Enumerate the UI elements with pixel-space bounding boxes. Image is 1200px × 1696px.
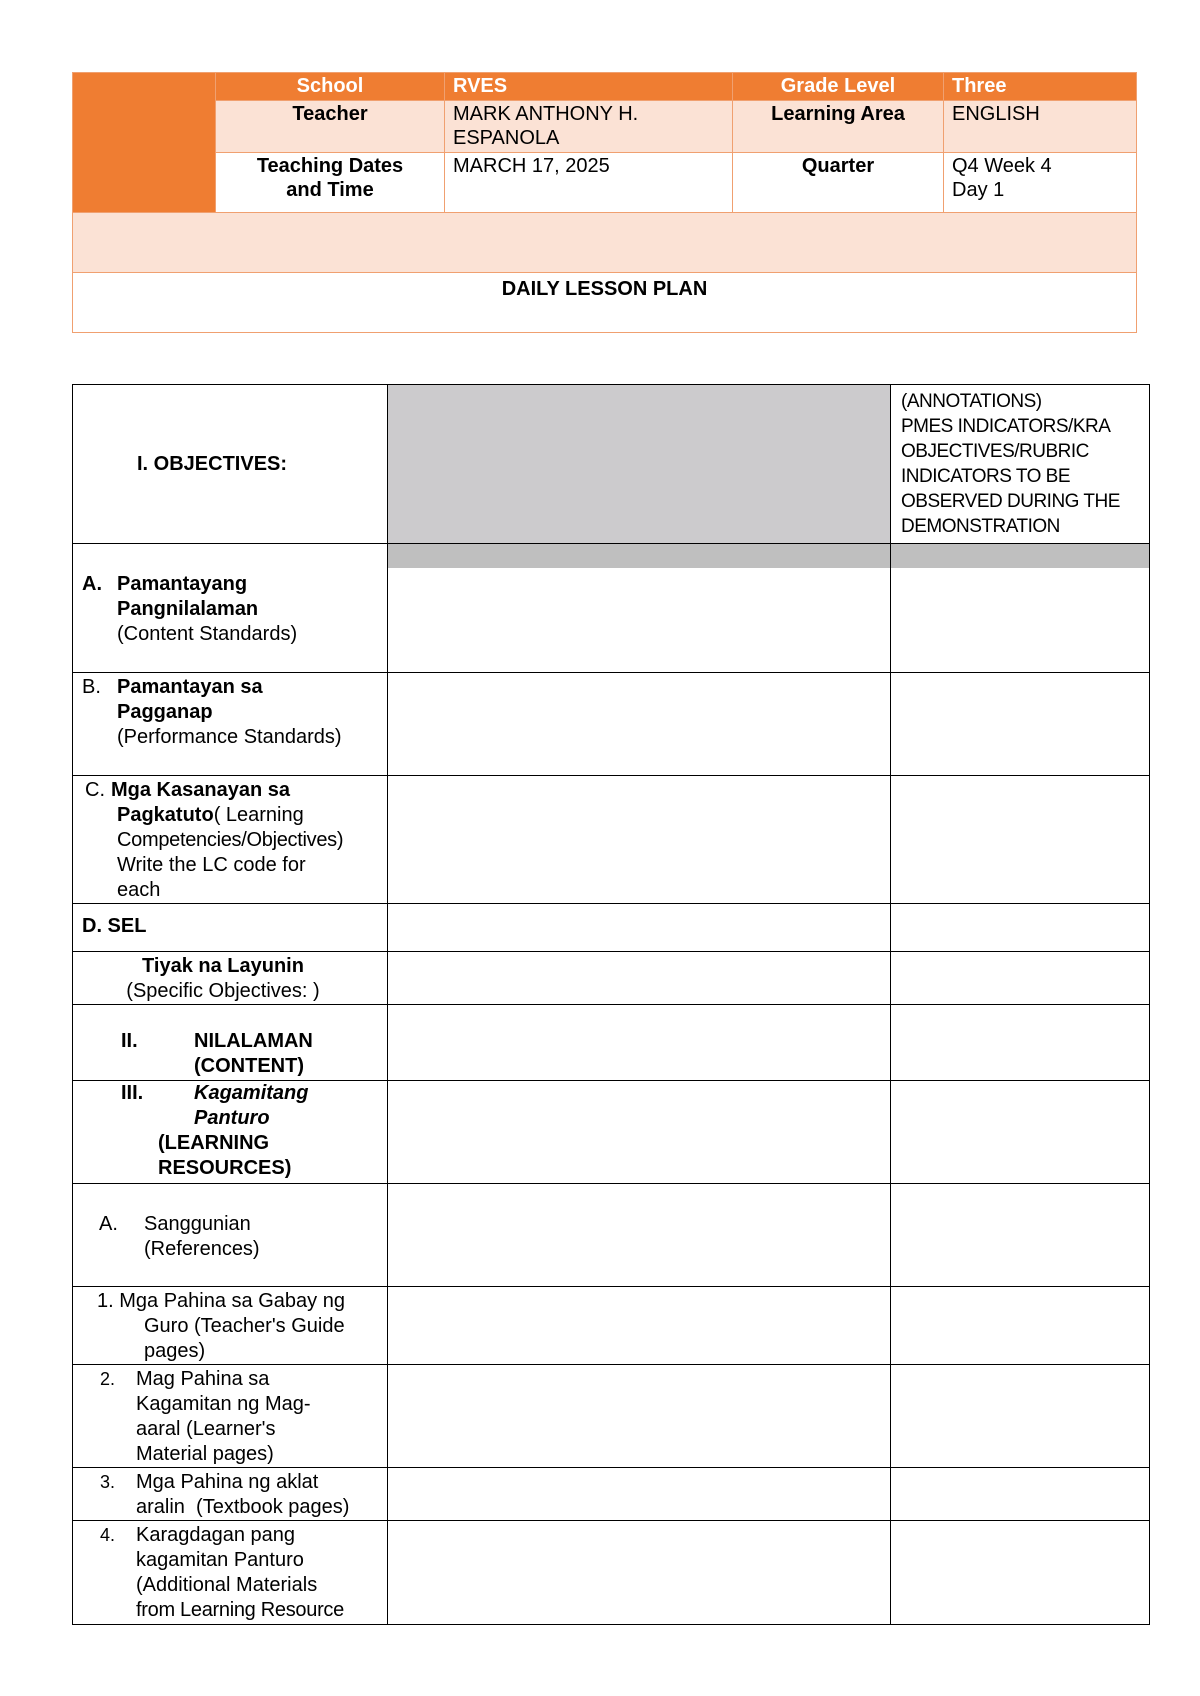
teachers-guide-line-3: pages): [144, 1340, 206, 1362]
annotation-line: OBJECTIVES/RUBRIC: [901, 441, 1089, 462]
learning-resources-heading-1: Kagamitang: [194, 1082, 309, 1104]
performance-standards-bold-2: Pagganap: [117, 701, 213, 723]
learning-competencies-input[interactable]: [388, 776, 891, 904]
learners-material-line-3: aaral (Learner's: [136, 1418, 276, 1440]
item-number-2: 2.: [100, 1369, 116, 1389]
header-blank-band: [73, 213, 1137, 273]
content-standards-label: (Content Standards): [117, 623, 298, 645]
annotation-line: OBSERVED DURING THE: [901, 491, 1120, 512]
specific-objectives-cell: [73, 952, 388, 1005]
item-number-4: 4.: [100, 1525, 116, 1545]
section-number-ii: II.: [121, 1030, 138, 1052]
additional-materials-cell: [73, 1521, 388, 1625]
learning-resources-heading-4: RESOURCES): [158, 1157, 292, 1179]
textbook-input[interactable]: [388, 1468, 891, 1521]
grade-level-value: Three: [944, 73, 1137, 101]
content-annotation[interactable]: [891, 1005, 1150, 1081]
quarter-value-line-1: Q4 Week 4: [952, 155, 1052, 177]
objectives-gray-cell: [388, 385, 891, 544]
additional-materials-line-3: (Additional Materials: [136, 1574, 318, 1596]
gray-band: [388, 544, 890, 568]
references-input[interactable]: [388, 1184, 891, 1287]
school-label: School: [216, 73, 445, 101]
content-standards-bold-2: Pangnilalaman: [117, 598, 259, 620]
teaching-dates-label: [216, 153, 445, 213]
sel-annotation[interactable]: [891, 904, 1150, 952]
gray-band: [891, 544, 1149, 568]
content-standards-bold-1: Pamantayang: [117, 573, 248, 595]
references-label-2: (References): [144, 1238, 260, 1260]
daily-lesson-plan-title: DAILY LESSON PLAN: [73, 273, 1137, 333]
grade-level-label: Grade Level: [733, 73, 944, 101]
teachers-guide-line-1: Mga Pahina sa Gabay ng: [119, 1290, 345, 1312]
row-letter-ref: A.: [99, 1213, 118, 1235]
additional-materials-line-2: kagamitan Panturo: [136, 1549, 304, 1571]
quarter-value-line-2: Day 1: [952, 179, 1005, 201]
content-heading-1: NILALAMAN: [194, 1030, 313, 1052]
learners-material-annotation[interactable]: [891, 1365, 1150, 1468]
learning-competencies-annotation[interactable]: [891, 776, 1150, 904]
teaching-dates-value: MARCH 17, 2025: [445, 153, 733, 213]
additional-materials-line-4: from Learning Resource: [136, 1599, 344, 1621]
references-annotation[interactable]: [891, 1184, 1150, 1287]
additional-materials-annotation[interactable]: [891, 1521, 1150, 1625]
content-heading-2: (CONTENT): [194, 1055, 304, 1077]
learning-competencies-line-4: Write the LC code for: [117, 854, 306, 876]
references-label-1: Sanggunian: [144, 1213, 251, 1235]
annotation-line: DEMONSTRATION: [901, 516, 1060, 537]
teachers-guide-input[interactable]: [388, 1287, 891, 1365]
teaching-dates-label-line-1: Teaching Dates: [256, 155, 404, 177]
sel-label: D. SEL: [82, 915, 147, 937]
learners-material-line-1: Mag Pahina sa: [136, 1368, 270, 1390]
annotations-cell: [891, 385, 1150, 544]
teachers-guide-cell: [73, 1287, 388, 1365]
textbook-cell: [73, 1468, 388, 1521]
performance-standards-bold-1: Pamantayan sa: [117, 676, 263, 698]
teacher-value-line-1: MARK ANTHONY H.: [453, 103, 639, 125]
header-orange-block: [73, 73, 216, 213]
textbook-line-1: Mga Pahina ng aklat: [136, 1471, 319, 1493]
learning-resources-heading-2: Panturo: [194, 1107, 270, 1129]
content-cell: [73, 1005, 388, 1081]
learning-area-label: Learning Area: [733, 101, 944, 153]
learners-material-line-2: Kagamitan ng Mag-: [136, 1393, 311, 1415]
learning-competencies-line-5: each: [117, 879, 161, 901]
learning-competencies-cell: [73, 776, 388, 904]
row-letter-c: C.: [85, 779, 105, 801]
performance-standards-label: (Performance Standards): [117, 726, 342, 748]
teachers-guide-annotation[interactable]: [891, 1287, 1150, 1365]
additional-materials-input[interactable]: [388, 1521, 891, 1625]
quarter-label: Quarter: [733, 153, 944, 213]
content-standards-cell: [73, 544, 388, 673]
objectives-heading: I. OBJECTIVES:: [137, 452, 288, 475]
specific-objectives-annotation[interactable]: [891, 952, 1150, 1005]
row-letter-a: A.: [82, 573, 102, 595]
content-standards-annotation[interactable]: [891, 544, 1150, 673]
references-cell: [73, 1184, 388, 1287]
school-value: RVES: [445, 73, 733, 101]
textbook-line-2: aralin (Textbook pages): [136, 1496, 350, 1518]
performance-standards-input[interactable]: [388, 673, 891, 776]
quarter-value: [944, 153, 1137, 213]
learning-resources-heading-3: (LEARNING: [158, 1132, 270, 1154]
performance-standards-annotation[interactable]: [891, 673, 1150, 776]
item-number-1: 1.: [97, 1290, 114, 1312]
content-input[interactable]: [388, 1005, 891, 1081]
textbook-annotation[interactable]: [891, 1468, 1150, 1521]
learning-resources-annotation[interactable]: [891, 1081, 1150, 1184]
header-table: [72, 72, 1137, 333]
additional-materials-line-1: Karagdagan pang: [136, 1524, 296, 1546]
learning-competencies-line-3: Competencies/Objectives): [117, 829, 344, 851]
section-number-iii: III.: [121, 1082, 144, 1104]
specific-objectives-label: (Specific Objectives: ): [126, 980, 320, 1002]
annotation-line: PMES INDICATORS/KRA: [901, 416, 1111, 437]
learners-material-input[interactable]: [388, 1365, 891, 1468]
sel-input[interactable]: [388, 904, 891, 952]
objectives-heading-cell: [73, 385, 388, 544]
teacher-label: Teacher: [216, 101, 445, 153]
learners-material-line-4: Material pages): [136, 1443, 274, 1465]
learning-area-value: ENGLISH: [944, 101, 1137, 153]
annotation-line: (ANNOTATIONS): [901, 391, 1042, 412]
performance-standards-cell: [73, 673, 388, 776]
learners-material-cell: [73, 1365, 388, 1468]
teaching-dates-label-line-2: and Time: [286, 179, 374, 201]
specific-objectives-bold: Tiyak na Layunin: [142, 955, 304, 977]
specific-objectives-input[interactable]: [388, 952, 891, 1005]
item-number-3: 3.: [100, 1472, 116, 1492]
learning-competencies-bold-1: Mga Kasanayan sa: [111, 779, 290, 801]
teacher-value: [445, 101, 733, 153]
teachers-guide-line-2: Guro (Teacher's Guide: [144, 1315, 345, 1337]
lesson-plan-table: [72, 384, 1150, 1625]
row-letter-b: B.: [82, 676, 101, 698]
content-standards-input[interactable]: [388, 544, 891, 673]
learning-competencies-label: ( Learning: [213, 804, 304, 826]
annotations-text: [891, 385, 1149, 543]
learning-resources-cell: [73, 1081, 388, 1184]
annotation-line: INDICATORS TO BE: [901, 466, 1071, 487]
learning-resources-input[interactable]: [388, 1081, 891, 1184]
learning-competencies-bold-2: Pagkatuto: [117, 804, 214, 826]
sel-cell: [73, 904, 388, 952]
teacher-value-line-2: ESPANOLA: [453, 127, 560, 149]
